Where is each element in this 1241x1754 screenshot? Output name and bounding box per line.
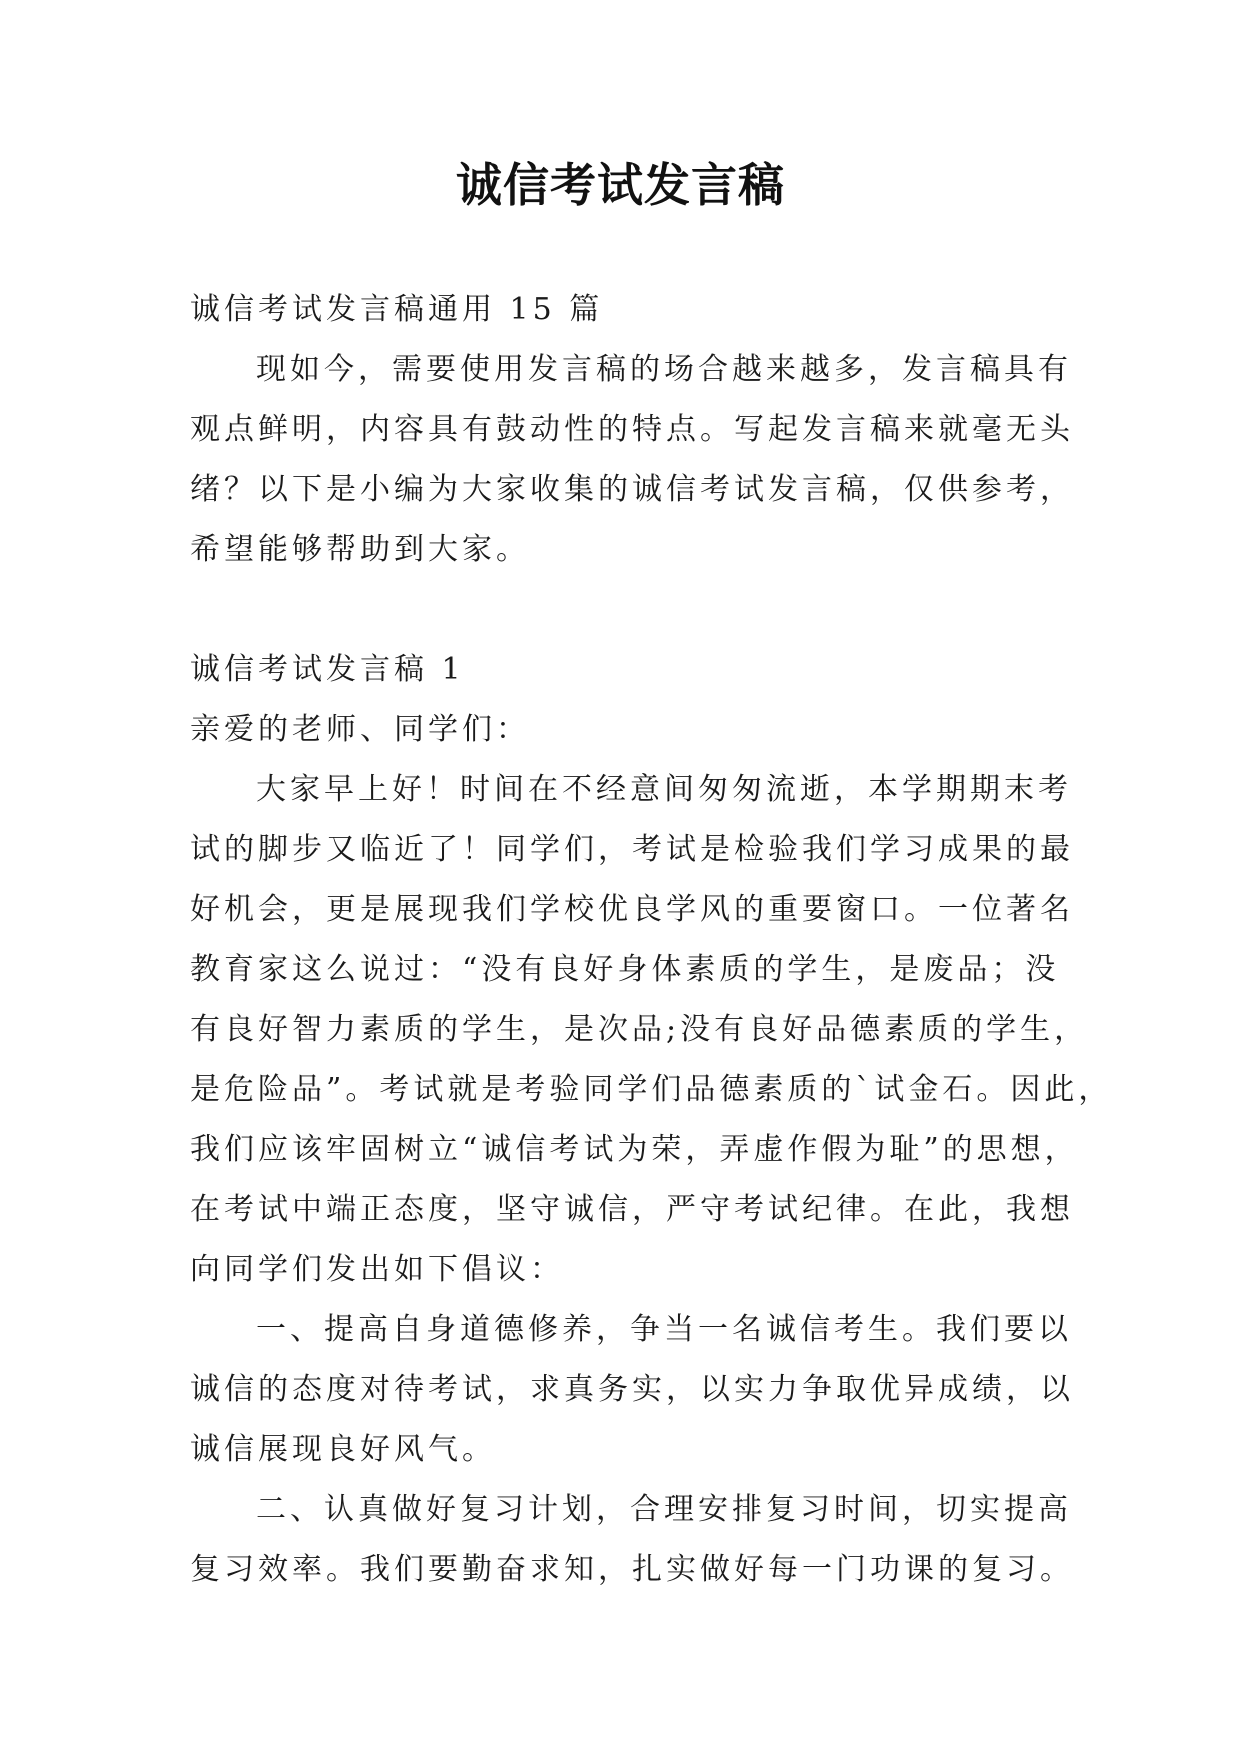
document-body: [190, 280, 1113, 1600]
paragraph-line: 教育家这么说过：“没有良好身体素质的学生，是废品；没: [190, 952, 1060, 987]
intro-line: 观点鲜明，内容具有鼓动性的特点。写起发言稿来就毫无头: [190, 412, 1074, 447]
paragraph-line: 好机会，更是展现我们学校优良学风的重要窗口。一位著名: [190, 892, 1074, 927]
intro-line: 现如今，需要使用发言稿的场合越来越多，发言稿具有: [256, 352, 1072, 387]
paragraph-2: [190, 1300, 1074, 1480]
paragraph-line: 在考试中端正态度，坚守诚信，严守考试纪律。在此，我想: [190, 1192, 1074, 1227]
paragraph-line: 有良好智力素质的学生，是次品;没有良好品德素质的学生，: [190, 1012, 1089, 1047]
document-subtitle: 诚信考试发言稿通用 15 篇: [190, 292, 604, 327]
paragraph-line: 诚信展现良好风气。: [190, 1432, 496, 1467]
paragraph-3: [190, 1480, 1074, 1600]
paragraph-line: 我们应该牢固树立“诚信考试为荣，弄虚作假为耻”的思想，: [190, 1132, 1079, 1167]
paragraph-1: [190, 760, 1113, 1300]
document-title: 诚信考试发言稿: [456, 158, 785, 212]
paragraph-line: 大家早上好！时间在不经意间匆匆流逝，本学期期末考: [256, 772, 1072, 807]
paragraph-spacer: [190, 580, 1050, 640]
intro-line: 绪？以下是小编为大家收集的诚信考试发言稿，仅供参考，: [190, 472, 1074, 507]
intro-paragraph: [190, 340, 1074, 580]
paragraph-line: 二、认真做好复习计划，合理安排复习时间，切实提高: [256, 1492, 1072, 1527]
paragraph-line: 是危险品”。考试就是考验同学们品德素质的`试金石。因此，: [190, 1072, 1113, 1107]
paragraph-line: 复习效率。我们要勤奋求知，扎实做好每一门功课的复习。: [190, 1552, 1074, 1587]
paragraph-line: 向同学们发出如下倡议：: [190, 1252, 564, 1287]
salutation: 亲爱的老师、同学们：: [190, 712, 530, 747]
paragraph-line: 诚信的态度对待考试，求真务实，以实力争取优异成绩，以: [190, 1372, 1074, 1407]
intro-line: 希望能够帮助到大家。: [190, 532, 530, 567]
section-heading: 诚信考试发言稿 1: [190, 652, 465, 687]
paragraph-line: 一、提高自身道德修养，争当一名诚信考生。我们要以: [256, 1312, 1072, 1347]
paragraph-line: 试的脚步又临近了！同学们，考试是检验我们学习成果的最: [190, 832, 1074, 867]
